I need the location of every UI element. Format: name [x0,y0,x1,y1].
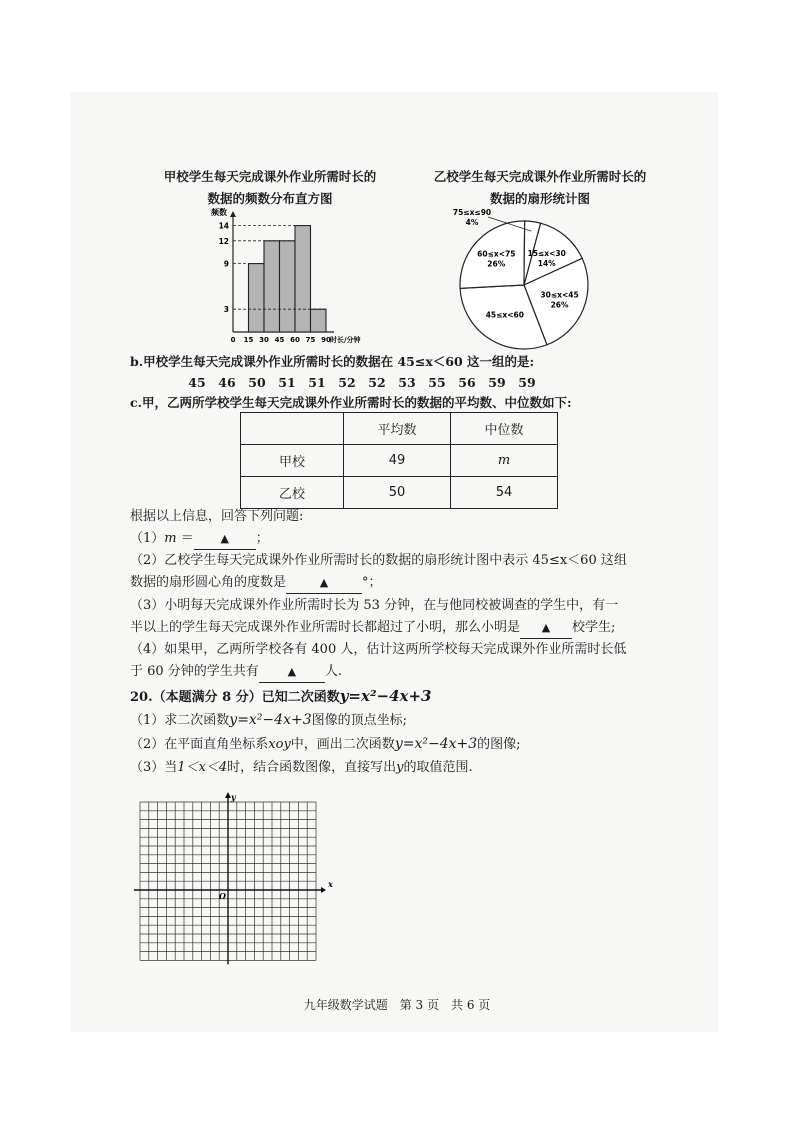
b-value: 46 [218,375,236,390]
q1-number: （1） [130,531,165,546]
q4-answer-blank[interactable] [259,662,325,683]
b-value: 51 [308,375,326,390]
histogram-bar [295,226,311,332]
b-value: 59 [518,375,536,390]
table-cell: 50 [344,477,451,509]
pie-title-line2: 数据的扇形统计图 [489,191,590,206]
y-tick-label: 14 [218,221,229,231]
histogram-bar [264,241,280,332]
q1-answer-blank[interactable] [194,529,256,550]
table-row [241,445,558,477]
triangle-icon: ▲ [541,621,551,634]
q1-end: ； [255,531,269,546]
q3-answer-blank[interactable] [520,618,572,639]
question-3-line1: （3）小明每天完成课外作业所需时长为 53 分钟，在与他同校被调查的学生中，有一 [130,598,619,613]
p20-s3-y: y [396,760,404,775]
x-tick-label: 30 [259,336,269,344]
triangle-icon: ▲ [319,576,329,589]
stats-table [240,412,558,509]
x-tick-label: 60 [290,336,300,344]
p20-s1-func: y=x²−4x+3 [229,712,312,728]
question-4-line1: （4）如果甲，乙两所学校各有 400 人，估计这两所学校每天完成课外作业所需时长低 [130,642,627,657]
q2-text: 数据的扇形圆心角的度数是 [130,575,287,590]
p20-header-text: 20.（本题满分 8 分）已知二次函数 [130,690,340,705]
p20-s1-pre: （1）求二次函数 [130,713,230,728]
b-value: 59 [488,375,506,390]
pie-slice-label: 75≤x≤90 [452,208,492,217]
pie-slice-label: 15≤x<30 [527,249,566,259]
y-axis-arrow [230,211,236,217]
pie-slice-percent: 26% [487,259,506,269]
pie-slice-label: 60≤x<75 [477,249,516,259]
q1-equals: ＝ [176,531,194,546]
q3-text: 半以上的学生每天完成课外作业所需时长都超过了小明，那么小明是 [130,620,521,635]
b-value: 51 [278,375,296,390]
b-value: 56 [458,375,476,390]
table-header-cell [241,413,344,445]
p20-s2-func: y=x²−4x+3 [394,736,478,752]
histogram-bar [311,309,327,332]
question-4-line2 [130,662,342,683]
origin-label: O [219,891,226,901]
y-tick-label: 3 [223,305,229,315]
q1-variable: m [164,531,177,546]
table-cell: 乙校 [241,477,344,509]
problem-20-part1 [130,710,407,731]
question-2-line1: （2）乙校学生每天完成课外作业所需时长的数据的扇形统计图中表示 45≤x＜60 这组 [130,553,627,568]
coordinate-grid[interactable] [128,792,333,970]
p20-s3-pre: （3）当 [130,760,178,775]
p20-s2-pre: （2）在平面直角坐标系 [130,737,269,752]
pie-title [410,166,670,210]
pie-slice-percent: 14% [537,259,556,269]
question-3-line2 [130,618,615,639]
histogram-bar [280,241,296,332]
x-axis-label: 时长/分钟 [330,336,361,344]
p20-function: y=x²−4x+3 [339,687,432,705]
x-axis-arrow [321,887,326,893]
q2-answer-blank[interactable] [286,573,362,594]
y-axis-label: y [231,792,236,802]
c-line: c.甲，乙两所学校学生每天完成课外作业所需时长的数据的平均数、中位数如下: [130,395,572,410]
x-tick-label: 0 [230,336,236,344]
q2-end: °； [362,575,382,590]
histogram-title-line2: 数据的频数分布直方图 [207,191,333,206]
page-footer: 九年级数学试题 第 3 页 共 6 页 [303,998,491,1012]
b-value: 53 [398,375,416,390]
table-header-cell: 平均数 [344,413,451,445]
problem-20-part2 [130,734,521,755]
histogram-bar [249,264,265,332]
p20-s2-xoy: xoy [268,737,291,752]
b-values [182,372,542,391]
p20-s3-cond: 1＜x＜4 [177,760,228,775]
table-cell: m [451,445,558,477]
problem-20-part3 [130,758,473,778]
p20-s2-post: 的图像; [477,737,521,752]
b-value: 52 [338,375,356,390]
q3-end: 校学生; [572,620,616,635]
table-header-cell: 中位数 [451,413,558,445]
p20-s3-post: 的取值范围. [403,760,473,775]
b-line: b.甲校学生每天完成课外作业所需时长的数据在 45≤x＜60 这一组的是: [130,354,535,369]
histogram-chart [205,205,375,355]
table-row [241,477,558,509]
b-value: 50 [248,375,266,390]
pie-title-line1: 乙校学生每天完成课外作业所需时长的 [433,169,647,184]
triangle-icon: ▲ [220,532,229,545]
table-header-row [241,413,558,445]
b-value: 45 [188,375,206,390]
p20-s1-post: 图像的顶点坐标; [311,713,407,728]
pie-slice-percent: 4% [465,218,479,227]
pie-chart [440,205,615,355]
x-tick-label: 15 [243,336,254,344]
pie-slice-percent: 26% [550,300,569,310]
pie-slice-label: 30≤x<45 [540,290,579,300]
y-tick-label: 9 [223,259,229,269]
y-tick-label: 12 [218,236,229,246]
p20-s2-mid: 中，画出二次函数 [290,737,395,752]
p20-s3-mid: 时，结合函数图像，直接写出 [227,760,397,775]
x-tick-label: 45 [274,336,285,344]
y-axis-label: 频数 [211,208,227,217]
q4-end: 人. [324,664,342,679]
x-axis-label: x [328,879,333,889]
question-1 [130,529,269,550]
table-cell: 54 [451,477,558,509]
x-tick-label: 75 [305,336,316,344]
table-cell: 甲校 [241,445,344,477]
histogram-title-line1: 甲校学生每天完成课外作业所需时长的 [163,169,377,184]
pie-slice-label: 45≤x<60 [485,310,524,320]
q4-text: 于 60 分钟的学生共有 [130,664,259,679]
problem-20-header [130,686,431,708]
b-value: 55 [428,375,446,390]
questions-intro: 根据以上信息，回答下列问题: [130,509,304,524]
histogram-title [140,166,400,210]
x-tick-label: 90 [321,336,331,344]
question-2-line2 [130,573,382,594]
table-cell: 49 [344,445,451,477]
b-value: 52 [368,375,386,390]
triangle-icon: ▲ [287,665,297,678]
